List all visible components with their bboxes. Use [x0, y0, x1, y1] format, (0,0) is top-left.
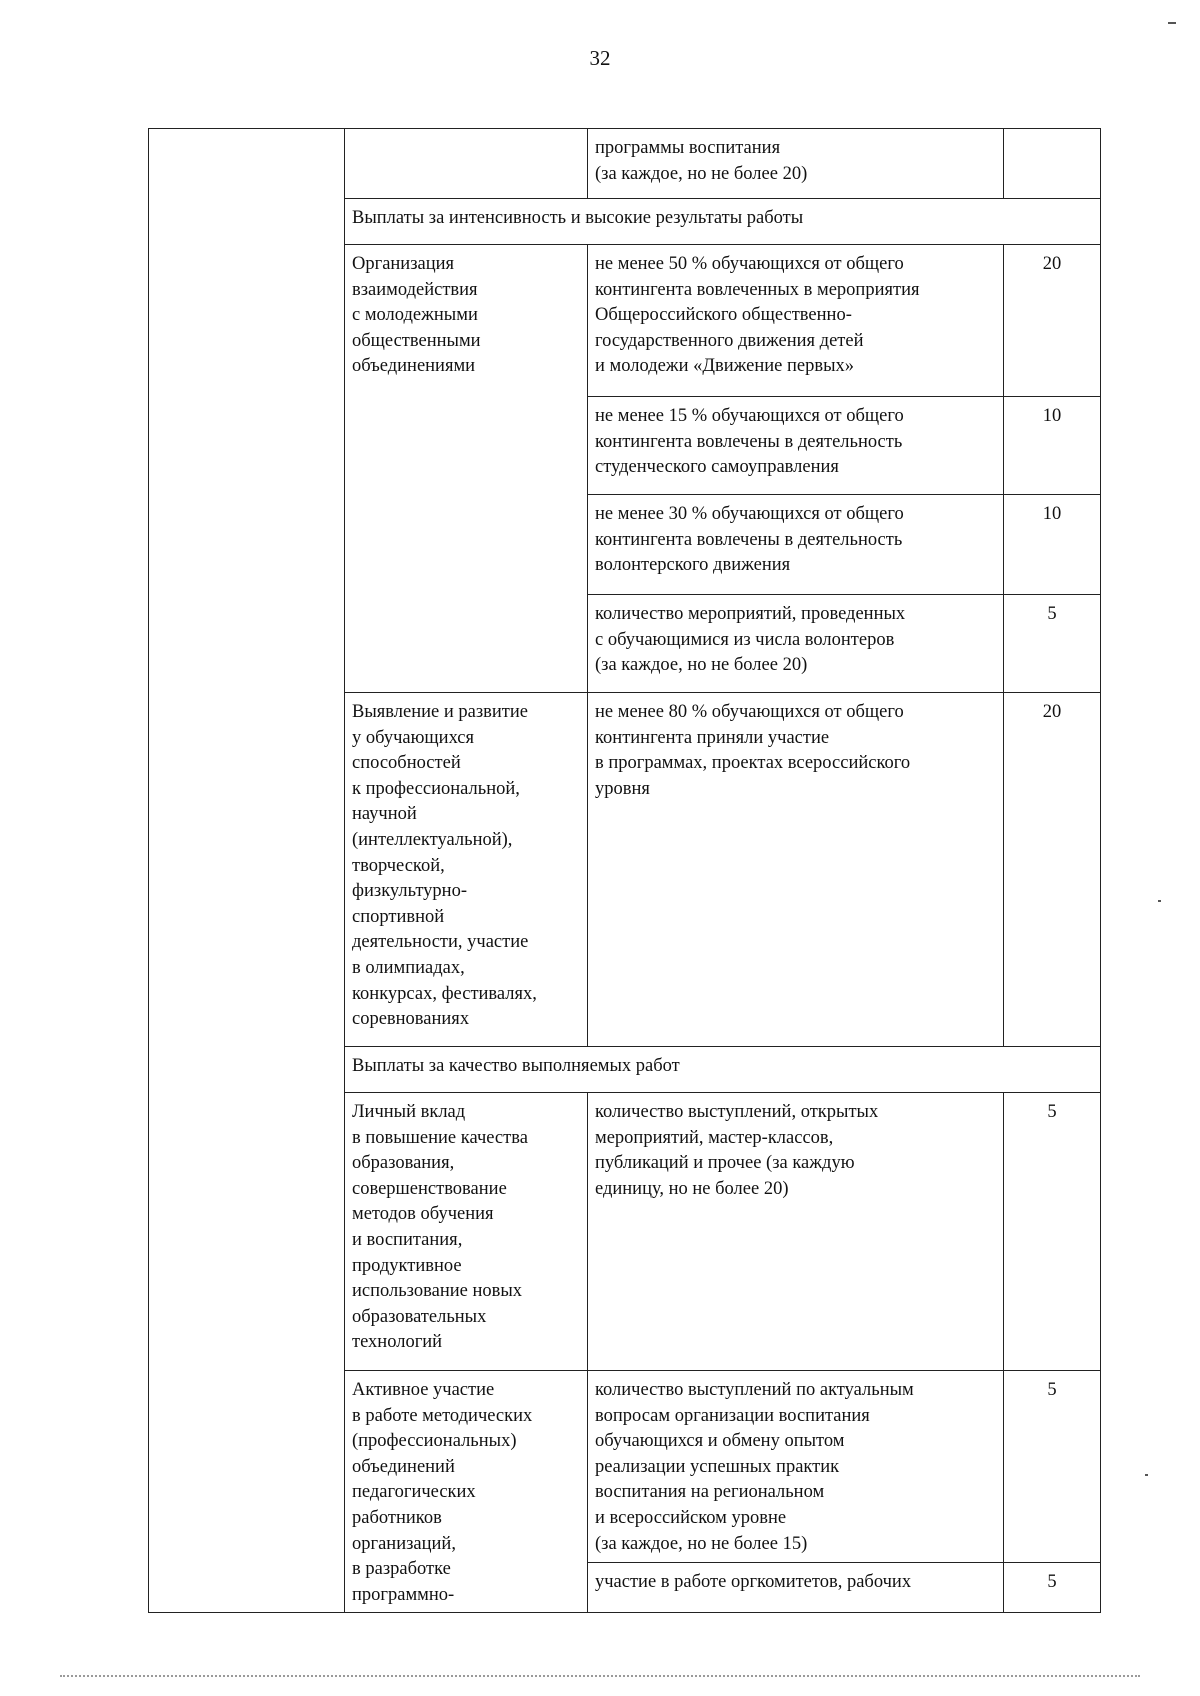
criterion-cell: не менее 15 % обучающихся от общего контингента вовлечены в деятельность студенческого самоуправления	[588, 397, 1004, 495]
score-cell: 5	[1004, 1371, 1101, 1563]
indicator-cell: Организация взаимодействия с молодежными общественными объединениями	[345, 245, 588, 693]
criterion-cell: количество выступлений, открытых мероприятий, мастер-классов, публикаций и прочее (за каждую единицу, но не более 20)	[588, 1093, 1004, 1371]
score-cell: 5	[1004, 595, 1101, 693]
scan-speck	[1145, 1474, 1148, 1476]
table-row	[149, 129, 1101, 199]
score-cell	[1004, 129, 1101, 199]
scan-speck	[1158, 900, 1161, 902]
criterion-cell: количество мероприятий, проведенных с обучающимися из числа волонтеров (за каждое, но не более 20)	[588, 595, 1004, 693]
score-cell: 10	[1004, 495, 1101, 595]
section-heading-quality: Выплаты за качество выполняемых работ	[345, 1047, 1101, 1093]
section-heading-intensity: Выплаты за интенсивность и высокие результаты работы	[345, 199, 1101, 245]
scan-artifact-line	[60, 1675, 1140, 1679]
criterion-cell: не менее 80 % обучающихся от общего контингента приняли участие в программах, проектах всероссийского уровня	[588, 693, 1004, 1047]
score-cell: 5	[1004, 1563, 1101, 1613]
score-cell: 10	[1004, 397, 1101, 495]
criterion-cell: не менее 50 % обучающихся от общего контингента вовлеченных в мероприятия Общероссийского общественно- государственного движения детей и молодежи «Движение первых»	[588, 245, 1004, 397]
score-cell: 20	[1004, 693, 1101, 1047]
criterion-cell: количество выступлений по актуальным вопросам организации воспитания обучающихся и обмену опытом реализации успешных практик воспитания на региональном и всероссийском уровне (за каждое, но не более 15)	[588, 1371, 1004, 1563]
indicator-cell	[345, 129, 588, 199]
payments-table	[148, 128, 1101, 1613]
indicator-cell: Личный вклад в повышение качества образования, совершенствование методов обучения и воспитания, продуктивное использование новых образовательных технологий	[345, 1093, 588, 1371]
position-column-cell	[149, 129, 345, 1613]
indicator-cell: Выявление и развитие у обучающихся способностей к профессиональной, научной (интеллектуальной), творческой, физкультурно- спортивной деятельности, участие в олимпиадах, конкурсах, фестивалях, соревнованиях	[345, 693, 588, 1047]
criterion-cell: программы воспитания (за каждое, но не более 20)	[588, 129, 1004, 199]
score-cell: 5	[1004, 1093, 1101, 1371]
criterion-cell: не менее 30 % обучающихся от общего контингента вовлечены в деятельность волонтерского движения	[588, 495, 1004, 595]
page-number: 32	[589, 46, 611, 70]
score-cell: 20	[1004, 245, 1101, 397]
scan-speck	[1168, 22, 1176, 24]
indicator-cell: Активное участие в работе методических (профессиональных) объединений педагогических работников организаций, в разработке программно-	[345, 1371, 588, 1613]
criterion-cell: участие в работе оргкомитетов, рабочих	[588, 1563, 1004, 1613]
